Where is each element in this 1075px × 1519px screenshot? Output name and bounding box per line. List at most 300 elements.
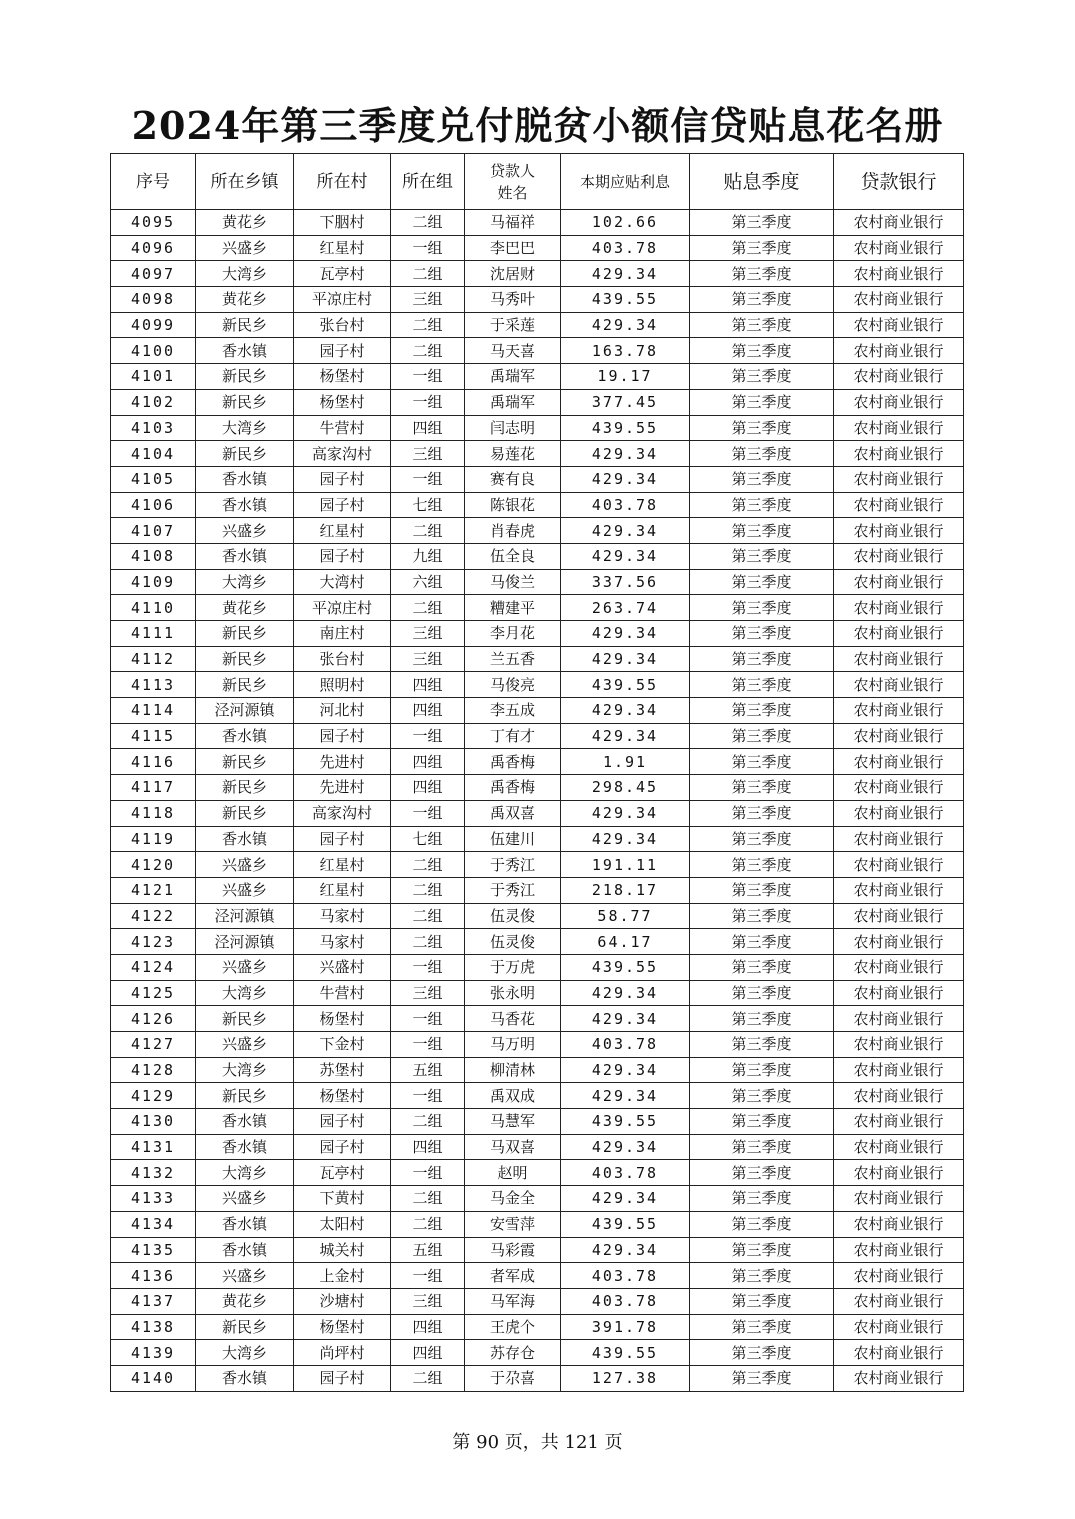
seq-cell: 4104 <box>111 441 196 467</box>
village-cell: 马家村 <box>294 929 391 955</box>
bank-cell: 农村商业银行 <box>834 852 964 878</box>
seq-cell: 4134 <box>111 1211 196 1237</box>
seq-cell: 4103 <box>111 415 196 441</box>
quarter-cell: 第三季度 <box>690 1186 834 1212</box>
borrower-cell: 马福祥 <box>465 210 561 236</box>
borrower-cell: 柳清林 <box>465 1057 561 1083</box>
quarter-cell: 第三季度 <box>690 1288 834 1314</box>
seq-cell: 4110 <box>111 595 196 621</box>
quarter-cell: 第三季度 <box>690 852 834 878</box>
bank-cell: 农村商业银行 <box>834 543 964 569</box>
header-seq: 序号 <box>111 154 196 210</box>
table-row <box>111 1032 964 1058</box>
table-row <box>111 569 964 595</box>
seq-cell: 4119 <box>111 826 196 852</box>
bank-cell: 农村商业银行 <box>834 287 964 313</box>
village-cell: 先进村 <box>294 749 391 775</box>
village-cell: 苏堡村 <box>294 1057 391 1083</box>
quarter-cell: 第三季度 <box>690 1083 834 1109</box>
quarter-cell: 第三季度 <box>690 235 834 261</box>
group-cell: 一组 <box>391 1006 465 1032</box>
bank-cell: 农村商业银行 <box>834 1263 964 1289</box>
bank-cell: 农村商业银行 <box>834 261 964 287</box>
group-cell: 一组 <box>391 364 465 390</box>
group-cell: 二组 <box>391 1109 465 1135</box>
bank-cell: 农村商业银行 <box>834 954 964 980</box>
village-cell: 上金村 <box>294 1263 391 1289</box>
table-row <box>111 595 964 621</box>
bank-cell: 农村商业银行 <box>834 1032 964 1058</box>
interest-cell: 403.78 <box>561 1263 690 1289</box>
borrower-cell: 于万虎 <box>465 954 561 980</box>
quarter-cell: 第三季度 <box>690 338 834 364</box>
seq-cell: 4101 <box>111 364 196 390</box>
bank-cell: 农村商业银行 <box>834 1288 964 1314</box>
seq-cell: 4132 <box>111 1160 196 1186</box>
borrower-cell: 禹瑞军 <box>465 364 561 390</box>
quarter-cell: 第三季度 <box>690 698 834 724</box>
township-cell: 新民乡 <box>196 749 294 775</box>
township-cell: 大湾乡 <box>196 1340 294 1366</box>
quarter-cell: 第三季度 <box>690 518 834 544</box>
borrower-cell: 伍灵俊 <box>465 929 561 955</box>
table-body <box>111 210 964 1392</box>
bank-cell: 农村商业银行 <box>834 1006 964 1032</box>
table-row <box>111 877 964 903</box>
borrower-cell: 易莲花 <box>465 441 561 467</box>
interest-cell: 429.34 <box>561 1237 690 1263</box>
seq-cell: 4133 <box>111 1186 196 1212</box>
table-row <box>111 415 964 441</box>
group-cell: 四组 <box>391 775 465 801</box>
village-cell: 园子村 <box>294 338 391 364</box>
quarter-cell: 第三季度 <box>690 749 834 775</box>
interest-cell: 429.34 <box>561 800 690 826</box>
village-cell: 园子村 <box>294 466 391 492</box>
borrower-cell: 李五成 <box>465 698 561 724</box>
interest-cell: 403.78 <box>561 1032 690 1058</box>
borrower-cell: 禹香梅 <box>465 749 561 775</box>
seq-cell: 4100 <box>111 338 196 364</box>
header-row <box>111 154 964 210</box>
interest-cell: 403.78 <box>561 1288 690 1314</box>
village-cell: 河北村 <box>294 698 391 724</box>
table-row <box>111 1263 964 1289</box>
seq-cell: 4123 <box>111 929 196 955</box>
seq-cell: 4097 <box>111 261 196 287</box>
bank-cell: 农村商业银行 <box>834 415 964 441</box>
header-borrower-line1: 贷款人 <box>489 161 535 180</box>
interest-cell: 58.77 <box>561 903 690 929</box>
township-cell: 香水镇 <box>196 466 294 492</box>
interest-cell: 102.66 <box>561 210 690 236</box>
borrower-cell: 禹瑞军 <box>465 389 561 415</box>
table-row <box>111 389 964 415</box>
village-cell: 马家村 <box>294 903 391 929</box>
township-cell: 黄花乡 <box>196 1288 294 1314</box>
borrower-cell: 赛有良 <box>465 466 561 492</box>
township-cell: 香水镇 <box>196 1134 294 1160</box>
bank-cell: 农村商业银行 <box>834 621 964 647</box>
interest-cell: 127.38 <box>561 1365 690 1391</box>
bank-cell: 农村商业银行 <box>834 877 964 903</box>
borrower-cell: 肖春虎 <box>465 518 561 544</box>
seq-cell: 4112 <box>111 646 196 672</box>
village-cell: 先进村 <box>294 775 391 801</box>
township-cell: 香水镇 <box>196 1237 294 1263</box>
seq-cell: 4113 <box>111 672 196 698</box>
borrower-cell: 马俊亮 <box>465 672 561 698</box>
page-title: 2024年第三季度兑付脱贫小额信贷贴息花名册 <box>131 103 944 148</box>
township-cell: 新民乡 <box>196 364 294 390</box>
table-row <box>111 261 964 287</box>
table-row <box>111 1057 964 1083</box>
village-cell: 园子村 <box>294 1109 391 1135</box>
village-cell: 太阳村 <box>294 1211 391 1237</box>
interest-cell: 337.56 <box>561 569 690 595</box>
seq-cell: 4128 <box>111 1057 196 1083</box>
quarter-cell: 第三季度 <box>690 1237 834 1263</box>
group-cell: 二组 <box>391 595 465 621</box>
table-row <box>111 1134 964 1160</box>
village-cell: 瓦亭村 <box>294 1160 391 1186</box>
seq-cell: 4115 <box>111 723 196 749</box>
borrower-cell: 陈银花 <box>465 492 561 518</box>
group-cell: 二组 <box>391 903 465 929</box>
seq-cell: 4139 <box>111 1340 196 1366</box>
township-cell: 兴盛乡 <box>196 1186 294 1212</box>
seq-cell: 4099 <box>111 312 196 338</box>
township-cell: 新民乡 <box>196 646 294 672</box>
bank-cell: 农村商业银行 <box>834 723 964 749</box>
township-cell: 香水镇 <box>196 543 294 569</box>
borrower-cell: 马万明 <box>465 1032 561 1058</box>
borrower-cell: 李巴巴 <box>465 235 561 261</box>
bank-cell: 农村商业银行 <box>834 595 964 621</box>
village-cell: 平凉庄村 <box>294 595 391 621</box>
bank-cell: 农村商业银行 <box>834 1340 964 1366</box>
group-cell: 六组 <box>391 569 465 595</box>
group-cell: 四组 <box>391 698 465 724</box>
township-cell: 香水镇 <box>196 1109 294 1135</box>
header-village: 所在村 <box>294 154 391 210</box>
borrower-cell: 马秀叶 <box>465 287 561 313</box>
table-row <box>111 980 964 1006</box>
quarter-cell: 第三季度 <box>690 569 834 595</box>
township-cell: 大湾乡 <box>196 1057 294 1083</box>
interest-cell: 429.34 <box>561 1134 690 1160</box>
header-quarter: 贴息季度 <box>690 154 834 210</box>
township-cell: 黄花乡 <box>196 210 294 236</box>
bank-cell: 农村商业银行 <box>834 1314 964 1340</box>
quarter-cell: 第三季度 <box>690 1314 834 1340</box>
interest-cell: 429.34 <box>561 698 690 724</box>
borrower-cell: 马金全 <box>465 1186 561 1212</box>
interest-cell: 429.34 <box>561 723 690 749</box>
village-cell: 南庄村 <box>294 621 391 647</box>
bank-cell: 农村商业银行 <box>834 569 964 595</box>
village-cell: 下胭村 <box>294 210 391 236</box>
seq-cell: 4130 <box>111 1109 196 1135</box>
bank-cell: 农村商业银行 <box>834 646 964 672</box>
seq-cell: 4096 <box>111 235 196 261</box>
seq-cell: 4129 <box>111 1083 196 1109</box>
borrower-cell: 马双喜 <box>465 1134 561 1160</box>
group-cell: 一组 <box>391 1083 465 1109</box>
group-cell: 一组 <box>391 954 465 980</box>
bank-cell: 农村商业银行 <box>834 389 964 415</box>
village-cell: 杨堡村 <box>294 1314 391 1340</box>
interest-cell: 439.55 <box>561 415 690 441</box>
table-row <box>111 852 964 878</box>
table-row <box>111 466 964 492</box>
borrower-cell: 马天喜 <box>465 338 561 364</box>
seq-cell: 4118 <box>111 800 196 826</box>
quarter-cell: 第三季度 <box>690 389 834 415</box>
quarter-cell: 第三季度 <box>690 364 834 390</box>
interest-cell: 391.78 <box>561 1314 690 1340</box>
village-cell: 城关村 <box>294 1237 391 1263</box>
interest-cell: 429.34 <box>561 518 690 544</box>
interest-cell: 429.34 <box>561 1006 690 1032</box>
village-cell: 沙塘村 <box>294 1288 391 1314</box>
borrower-cell: 伍建川 <box>465 826 561 852</box>
interest-cell: 439.55 <box>561 1211 690 1237</box>
table-row <box>111 646 964 672</box>
quarter-cell: 第三季度 <box>690 1160 834 1186</box>
group-cell: 一组 <box>391 1263 465 1289</box>
table-row <box>111 1211 964 1237</box>
group-cell: 四组 <box>391 1314 465 1340</box>
seq-cell: 4108 <box>111 543 196 569</box>
township-cell: 香水镇 <box>196 492 294 518</box>
group-cell: 二组 <box>391 877 465 903</box>
group-cell: 二组 <box>391 312 465 338</box>
table-row <box>111 749 964 775</box>
township-cell: 兴盛乡 <box>196 954 294 980</box>
borrower-cell: 伍灵俊 <box>465 903 561 929</box>
quarter-cell: 第三季度 <box>690 775 834 801</box>
group-cell: 一组 <box>391 1160 465 1186</box>
interest-cell: 429.34 <box>561 826 690 852</box>
table-row <box>111 441 964 467</box>
header-township: 所在乡镇 <box>196 154 294 210</box>
header-group: 所在组 <box>391 154 465 210</box>
quarter-cell: 第三季度 <box>690 954 834 980</box>
group-cell: 三组 <box>391 621 465 647</box>
bank-cell: 农村商业银行 <box>834 312 964 338</box>
township-cell: 兴盛乡 <box>196 1032 294 1058</box>
quarter-cell: 第三季度 <box>690 723 834 749</box>
table-row <box>111 210 964 236</box>
group-cell: 三组 <box>391 1288 465 1314</box>
bank-cell: 农村商业银行 <box>834 1134 964 1160</box>
table-row <box>111 1006 964 1032</box>
borrower-cell: 于尕喜 <box>465 1365 561 1391</box>
township-cell: 兴盛乡 <box>196 852 294 878</box>
interest-cell: 429.34 <box>561 980 690 1006</box>
borrower-cell: 禹香梅 <box>465 775 561 801</box>
group-cell: 三组 <box>391 980 465 1006</box>
table-row <box>111 235 964 261</box>
seq-cell: 4117 <box>111 775 196 801</box>
borrower-cell: 李月花 <box>465 621 561 647</box>
interest-cell: 429.34 <box>561 621 690 647</box>
group-cell: 一组 <box>391 800 465 826</box>
seq-cell: 4120 <box>111 852 196 878</box>
village-cell: 平凉庄村 <box>294 287 391 313</box>
group-cell: 二组 <box>391 929 465 955</box>
bank-cell: 农村商业银行 <box>834 1211 964 1237</box>
quarter-cell: 第三季度 <box>690 1340 834 1366</box>
seq-cell: 4126 <box>111 1006 196 1032</box>
seq-cell: 4098 <box>111 287 196 313</box>
quarter-cell: 第三季度 <box>690 210 834 236</box>
group-cell: 四组 <box>391 749 465 775</box>
quarter-cell: 第三季度 <box>690 312 834 338</box>
township-cell: 新民乡 <box>196 672 294 698</box>
borrower-cell: 王虎个 <box>465 1314 561 1340</box>
table-row <box>111 800 964 826</box>
table-row <box>111 287 964 313</box>
table-row <box>111 621 964 647</box>
group-cell: 三组 <box>391 441 465 467</box>
bank-cell: 农村商业银行 <box>834 364 964 390</box>
interest-cell: 403.78 <box>561 492 690 518</box>
interest-cell: 19.17 <box>561 364 690 390</box>
table-row <box>111 672 964 698</box>
borrower-cell: 安雪萍 <box>465 1211 561 1237</box>
quarter-cell: 第三季度 <box>690 800 834 826</box>
quarter-cell: 第三季度 <box>690 415 834 441</box>
quarter-cell: 第三季度 <box>690 261 834 287</box>
seq-cell: 4135 <box>111 1237 196 1263</box>
interest-cell: 439.55 <box>561 1340 690 1366</box>
bank-cell: 农村商业银行 <box>834 518 964 544</box>
group-cell: 四组 <box>391 672 465 698</box>
borrower-cell: 丁有才 <box>465 723 561 749</box>
page-footer: 第 90 页，共 121 页 <box>452 1432 623 1453</box>
table-row <box>111 698 964 724</box>
interest-cell: 403.78 <box>561 235 690 261</box>
township-cell: 香水镇 <box>196 826 294 852</box>
township-cell: 大湾乡 <box>196 261 294 287</box>
village-cell: 园子村 <box>294 492 391 518</box>
group-cell: 二组 <box>391 261 465 287</box>
village-cell: 杨堡村 <box>294 364 391 390</box>
village-cell: 红星村 <box>294 852 391 878</box>
seq-cell: 4114 <box>111 698 196 724</box>
group-cell: 一组 <box>391 1032 465 1058</box>
seq-cell: 4137 <box>111 1288 196 1314</box>
table-row <box>111 1314 964 1340</box>
group-cell: 二组 <box>391 1365 465 1391</box>
borrower-cell: 者军成 <box>465 1263 561 1289</box>
borrower-cell: 糟建平 <box>465 595 561 621</box>
quarter-cell: 第三季度 <box>690 543 834 569</box>
seq-cell: 4131 <box>111 1134 196 1160</box>
quarter-cell: 第三季度 <box>690 980 834 1006</box>
village-cell: 高家沟村 <box>294 800 391 826</box>
group-cell: 三组 <box>391 287 465 313</box>
bank-cell: 农村商业银行 <box>834 338 964 364</box>
interest-cell: 439.55 <box>561 954 690 980</box>
village-cell: 张台村 <box>294 646 391 672</box>
borrower-cell: 于秀江 <box>465 877 561 903</box>
township-cell: 泾河源镇 <box>196 929 294 955</box>
quarter-cell: 第三季度 <box>690 492 834 518</box>
group-cell: 七组 <box>391 826 465 852</box>
table-row <box>111 929 964 955</box>
bank-cell: 农村商业银行 <box>834 492 964 518</box>
village-cell: 照明村 <box>294 672 391 698</box>
township-cell: 香水镇 <box>196 723 294 749</box>
header-borrower <box>465 154 561 210</box>
township-cell: 泾河源镇 <box>196 903 294 929</box>
interest-cell: 429.34 <box>561 1186 690 1212</box>
table-row <box>111 903 964 929</box>
group-cell: 一组 <box>391 466 465 492</box>
seq-cell: 4124 <box>111 954 196 980</box>
interest-cell: 218.17 <box>561 877 690 903</box>
township-cell: 新民乡 <box>196 621 294 647</box>
township-cell: 黄花乡 <box>196 595 294 621</box>
quarter-cell: 第三季度 <box>690 903 834 929</box>
bank-cell: 农村商业银行 <box>834 441 964 467</box>
group-cell: 九组 <box>391 543 465 569</box>
township-cell: 新民乡 <box>196 312 294 338</box>
bank-cell: 农村商业银行 <box>834 903 964 929</box>
seq-cell: 4125 <box>111 980 196 1006</box>
seq-cell: 4109 <box>111 569 196 595</box>
group-cell: 二组 <box>391 210 465 236</box>
group-cell: 一组 <box>391 389 465 415</box>
group-cell: 三组 <box>391 646 465 672</box>
bank-cell: 农村商业银行 <box>834 929 964 955</box>
village-cell: 杨堡村 <box>294 389 391 415</box>
interest-cell: 429.34 <box>561 1083 690 1109</box>
seq-cell: 4116 <box>111 749 196 775</box>
quarter-cell: 第三季度 <box>690 621 834 647</box>
table-row <box>111 775 964 801</box>
seq-cell: 4122 <box>111 903 196 929</box>
bank-cell: 农村商业银行 <box>834 1057 964 1083</box>
village-cell: 红星村 <box>294 518 391 544</box>
quarter-cell: 第三季度 <box>690 1263 834 1289</box>
table-row <box>111 338 964 364</box>
table-row <box>111 543 964 569</box>
bank-cell: 农村商业银行 <box>834 672 964 698</box>
quarter-cell: 第三季度 <box>690 1109 834 1135</box>
township-cell: 大湾乡 <box>196 569 294 595</box>
township-cell: 大湾乡 <box>196 980 294 1006</box>
table-row <box>111 1083 964 1109</box>
table-row <box>111 1160 964 1186</box>
quarter-cell: 第三季度 <box>690 1057 834 1083</box>
township-cell: 香水镇 <box>196 1365 294 1391</box>
township-cell: 泾河源镇 <box>196 698 294 724</box>
borrower-cell: 禹双成 <box>465 1083 561 1109</box>
township-cell: 香水镇 <box>196 338 294 364</box>
bank-cell: 农村商业银行 <box>834 1160 964 1186</box>
borrower-cell: 苏存仓 <box>465 1340 561 1366</box>
table-row <box>111 312 964 338</box>
borrower-cell: 马香花 <box>465 1006 561 1032</box>
interest-cell: 429.34 <box>561 261 690 287</box>
group-cell: 一组 <box>391 235 465 261</box>
bank-cell: 农村商业银行 <box>834 210 964 236</box>
seq-cell: 4127 <box>111 1032 196 1058</box>
